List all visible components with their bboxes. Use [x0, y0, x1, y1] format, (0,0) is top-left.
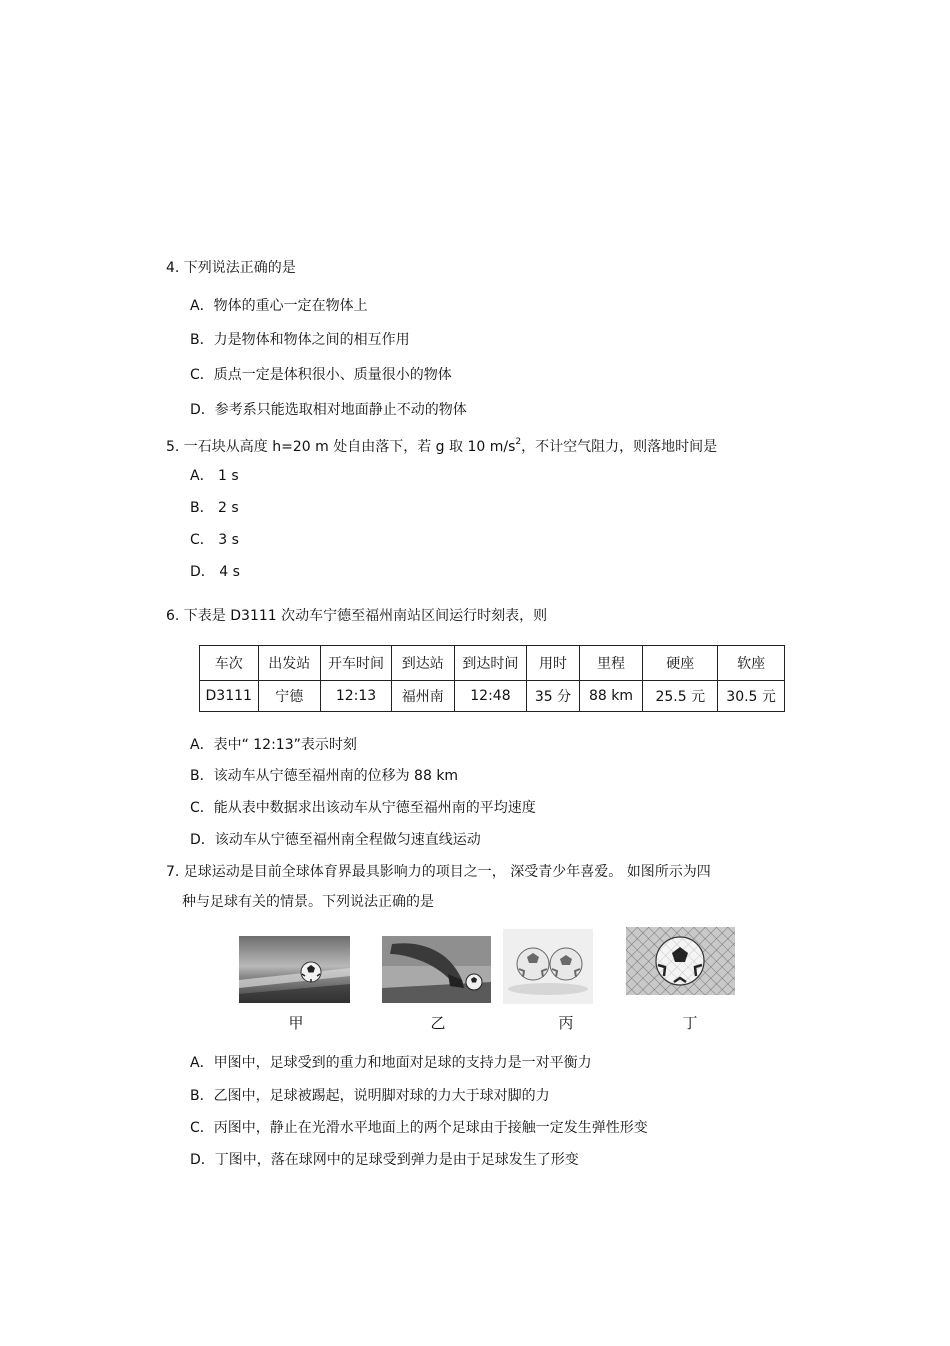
question-4-option-b: B．力是物体和物体之间的相互作用 — [190, 332, 410, 348]
table-header-cell: 软座 — [718, 646, 785, 681]
table-header-cell: 硬座 — [643, 646, 718, 681]
question-4-option-a: A．物体的重心一定在物体上 — [190, 298, 368, 314]
question-5-stem — [166, 432, 717, 457]
question-5-stem-tail: ，不计空气阻力，则落地时间是 — [521, 439, 718, 455]
caption-bing: 丙 — [558, 1014, 574, 1032]
table-header-cell: 出发站 — [258, 646, 321, 681]
table-header-row — [200, 646, 785, 681]
question-5-option-a: A． 1 s — [190, 468, 239, 484]
question-7-option-c: C．丙图中，静止在光滑水平地面上的两个足球由于接触一定发生弹性形变 — [190, 1120, 648, 1136]
table-cell: 25.5 元 — [643, 681, 718, 712]
question-6-option-d: D．该动车从宁德至福州南全程做匀速直线运动 — [190, 832, 481, 848]
question-5-superscript: 2 — [515, 437, 522, 447]
question-4-option-c: C．质点一定是体积很小、质量很小的物体 — [190, 367, 452, 383]
table-cell: 福州南 — [391, 681, 454, 712]
table-row — [200, 681, 785, 712]
question-5-stem-text: 5. 一石块从高度 h=20 m 处自由落下，若 g 取 10 m/s — [166, 439, 516, 455]
question-4-stem: 4. 下列说法正确的是 — [166, 260, 296, 276]
table-cell: 88 km — [579, 681, 643, 712]
table-header-cell: 车次 — [200, 646, 259, 681]
table-cell: D3111 — [200, 681, 259, 712]
table-header-cell: 到达站 — [391, 646, 454, 681]
table-header-cell: 里程 — [579, 646, 643, 681]
table-header-cell: 到达时间 — [454, 646, 527, 681]
caption-ding: 丁 — [682, 1014, 698, 1032]
question-6-stem: 6. 下表是 D3111 次动车宁德至福州南站区间运行时刻表，则 — [166, 608, 548, 624]
caption-jia: 甲 — [288, 1014, 304, 1032]
question-7-option-a: A．甲图中，足球受到的重力和地面对足球的支持力是一对平衡力 — [190, 1055, 592, 1071]
question-7-option-b: B．乙图中，足球被踢起，说明脚对球的力大于球对脚的力 — [190, 1088, 550, 1104]
question-5-option-b: B． 2 s — [190, 500, 239, 516]
question-6-option-a: A．表中“ 12:13”表示时刻 — [190, 737, 357, 753]
picture-ding-ball-in-net — [626, 927, 735, 995]
question-7-stem-line2: 种与足球有关的情景。下列说法正确的是 — [182, 894, 434, 910]
table-cell: 35 分 — [527, 681, 579, 712]
question-6-option-b: B．该动车从宁德至福州南的位移为 88 km — [190, 768, 459, 784]
question-7-option-d: D．丁图中，落在球网中的足球受到弹力是由于足球发生了形变 — [190, 1152, 579, 1168]
question-6-option-c: C．能从表中数据求出该动车从宁德至福州南的平均速度 — [190, 800, 536, 816]
question-7-stem-line1: 7. 足球运动是目前全球体育界最具影响力的项目之一， 深受青少年喜爱。 如图所示为四 — [166, 864, 711, 880]
question-4-option-d: D．参考系只能选取相对地面静止不动的物体 — [190, 402, 467, 418]
question-5-option-d: D． 4 s — [190, 564, 240, 580]
table-cell: 12:48 — [454, 681, 527, 712]
picture-yi-foot-kicking-ball — [382, 936, 491, 1003]
table-cell: 宁德 — [258, 681, 321, 712]
train-timetable — [199, 645, 785, 712]
table-header-cell: 用时 — [527, 646, 579, 681]
question-5-option-c: C． 3 s — [190, 532, 239, 548]
table-cell: 30.5 元 — [718, 681, 785, 712]
table-header-cell: 开车时间 — [321, 646, 392, 681]
table-cell: 12:13 — [321, 681, 392, 712]
picture-bing-two-balls-touching — [503, 929, 593, 1004]
picture-jia-football-on-ground — [239, 936, 350, 1003]
caption-yi: 乙 — [430, 1014, 446, 1032]
